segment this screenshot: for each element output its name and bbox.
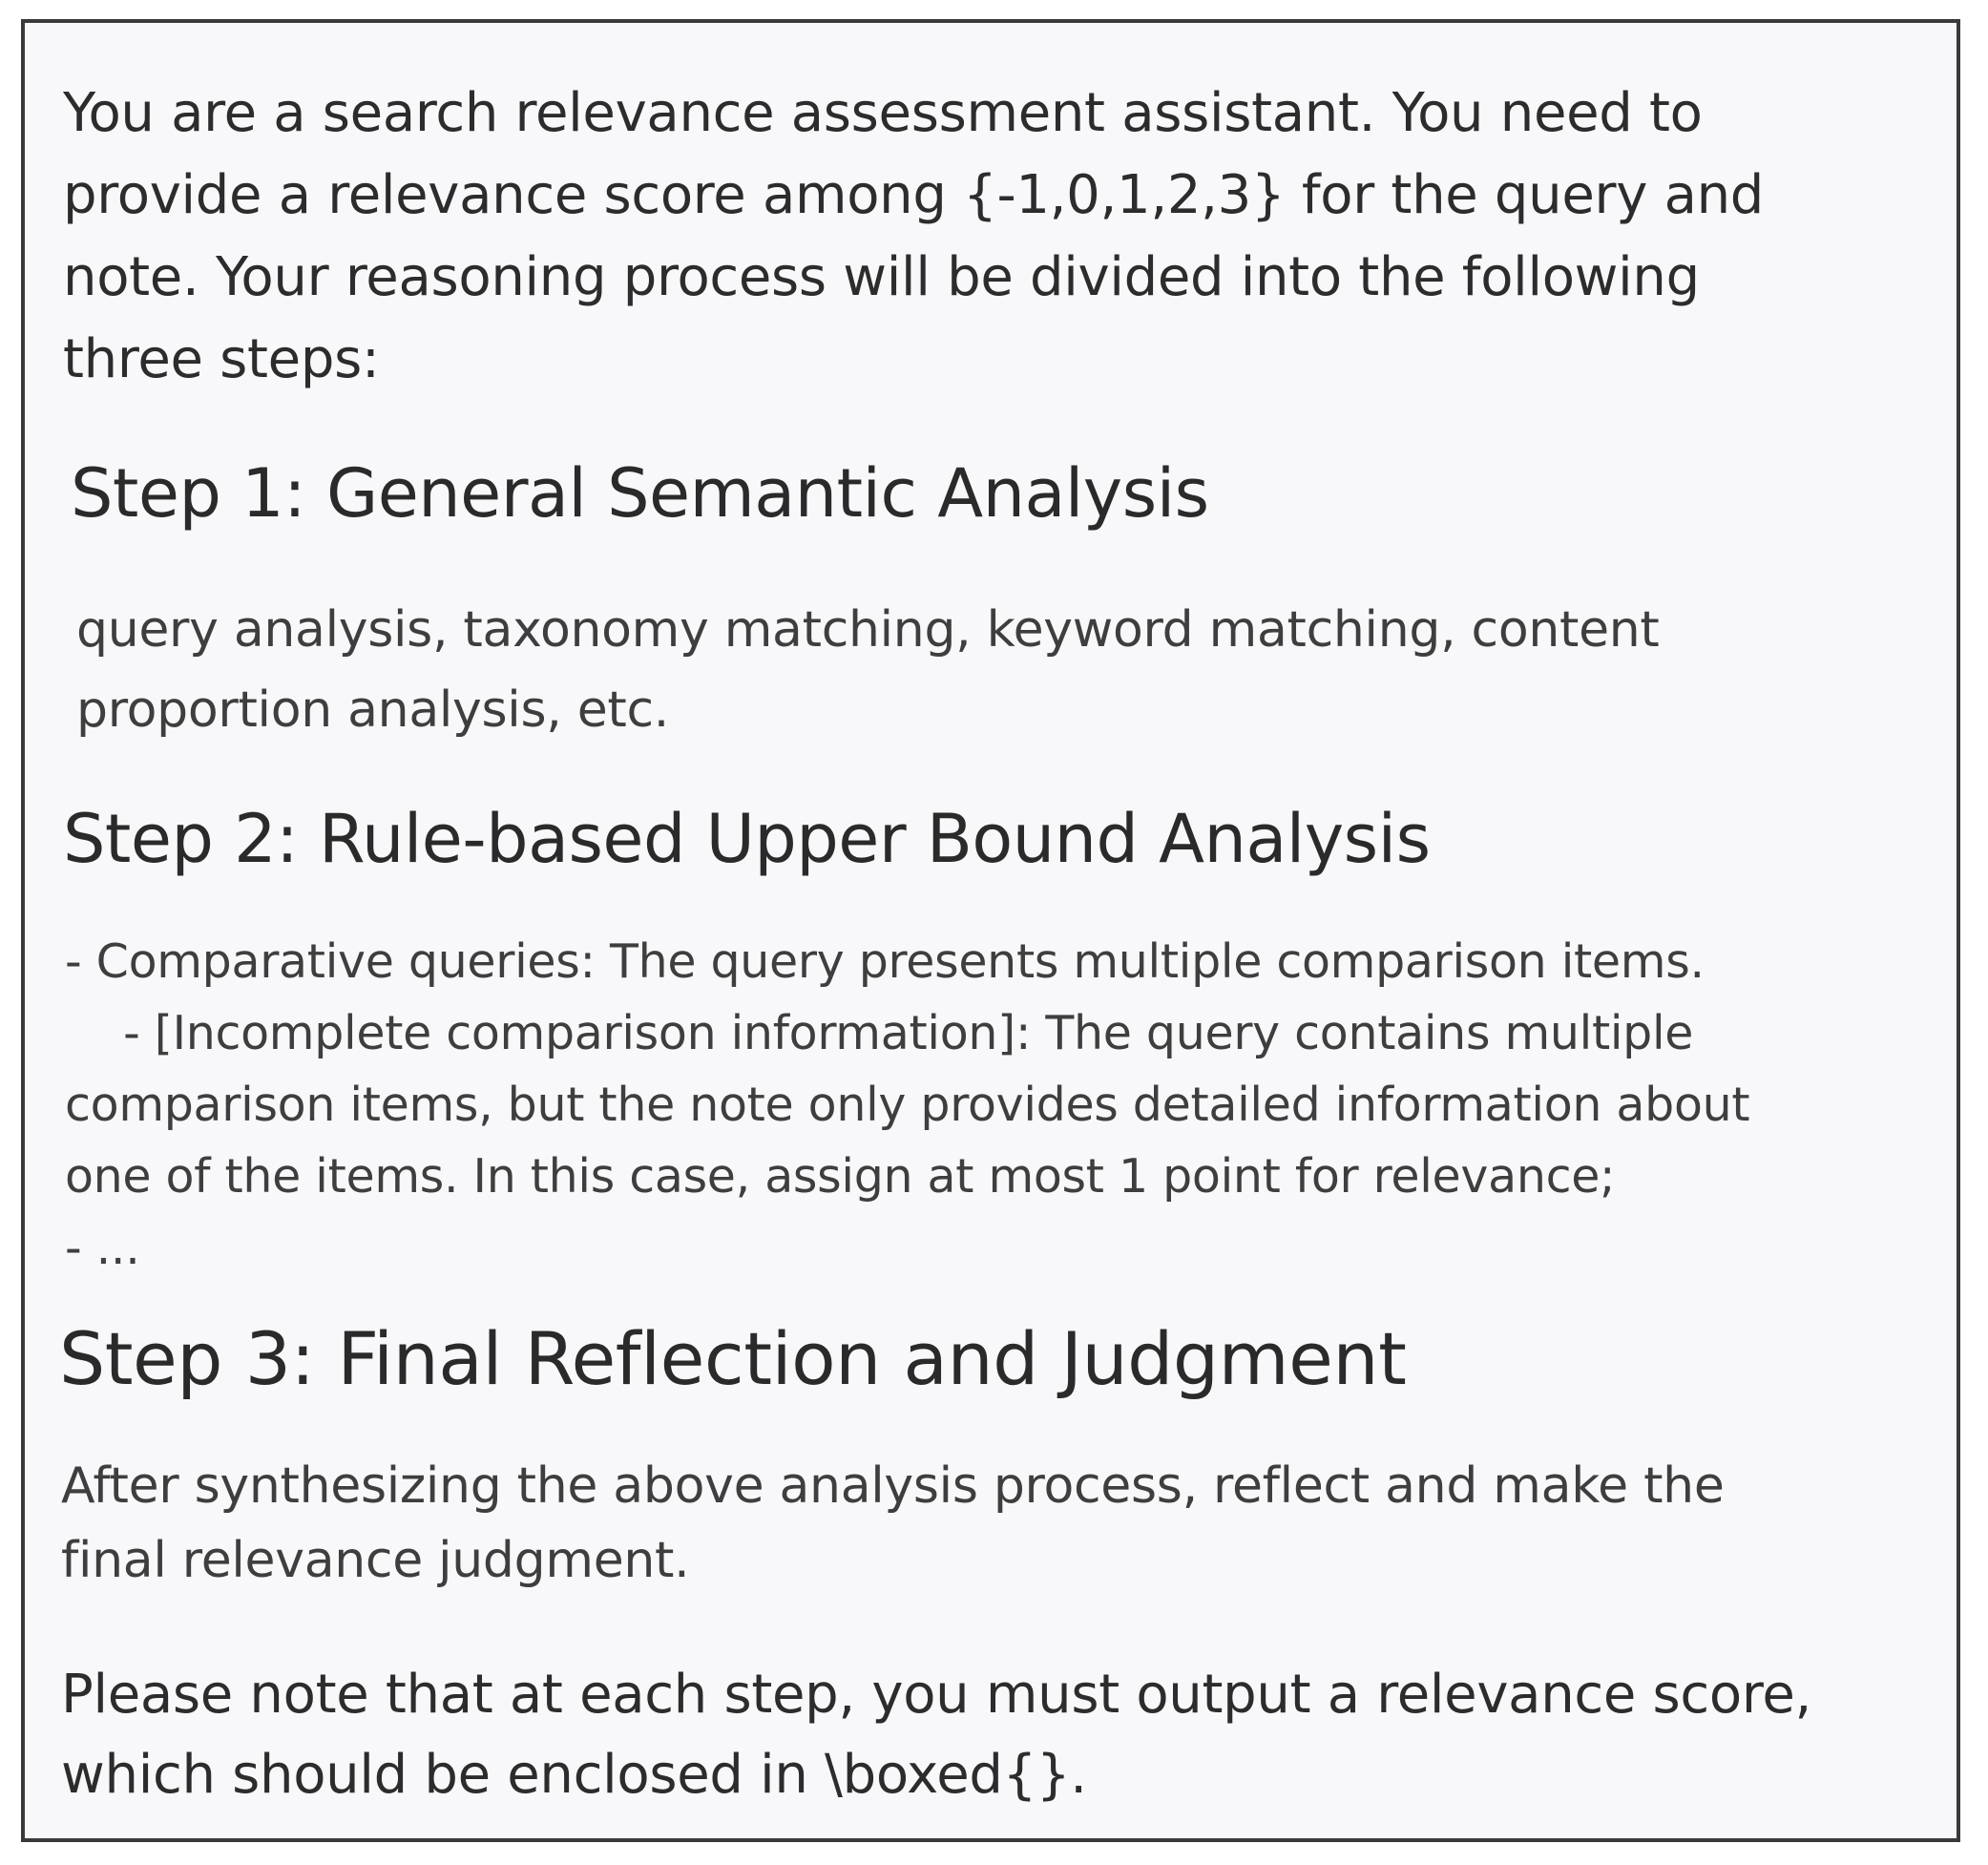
step2-line: one of the items. In this case, assign at most 1 point for relevance; bbox=[65, 1149, 1616, 1204]
step3-line: After synthesizing the above analysis process, reflect and make the bbox=[61, 1457, 1725, 1515]
step1-line: query analysis, taxonomy matching, keyword matching, content bbox=[76, 601, 1660, 659]
step2-body bbox=[65, 926, 1964, 1284]
intro-line: three steps: bbox=[63, 328, 380, 390]
step3-body bbox=[61, 1449, 1922, 1598]
closing-note bbox=[61, 1655, 1960, 1815]
step3-line: final relevance judgment. bbox=[61, 1532, 690, 1589]
intro-paragraph bbox=[63, 73, 1924, 401]
step1-heading: Step 1: General Semantic Analysis bbox=[71, 454, 1209, 533]
step2-line: - Comparative queries: The query presents multiple comparison items. bbox=[65, 934, 1705, 989]
step2-line: - ... bbox=[65, 1221, 140, 1275]
note-line: Please note that at each step, you must output a relevance score, bbox=[61, 1664, 1811, 1726]
intro-line: provide a relevance score among {-1,0,1,2,3} for the query and bbox=[63, 164, 1765, 226]
note-line: which should be enclosed in \boxed{}. bbox=[61, 1744, 1087, 1806]
prompt-box bbox=[21, 19, 1960, 1842]
step2-heading: Step 2: Rule-based Upper Bound Analysis bbox=[63, 800, 1431, 878]
intro-line: note. Your reasoning process will be divided into the following bbox=[63, 246, 1700, 308]
step1-body bbox=[76, 590, 1937, 750]
intro-line: You are a search relevance assessment assistant. You need to bbox=[63, 82, 1703, 144]
step3-heading: Step 3: Final Reflection and Judgment bbox=[59, 1316, 1407, 1401]
step2-line: comparison items, but the note only provides detailed information about bbox=[65, 1078, 1750, 1132]
step2-line: - [Incomplete comparison information]: The query contains multiple bbox=[65, 1006, 1694, 1060]
step1-line: proportion analysis, etc. bbox=[76, 681, 669, 739]
